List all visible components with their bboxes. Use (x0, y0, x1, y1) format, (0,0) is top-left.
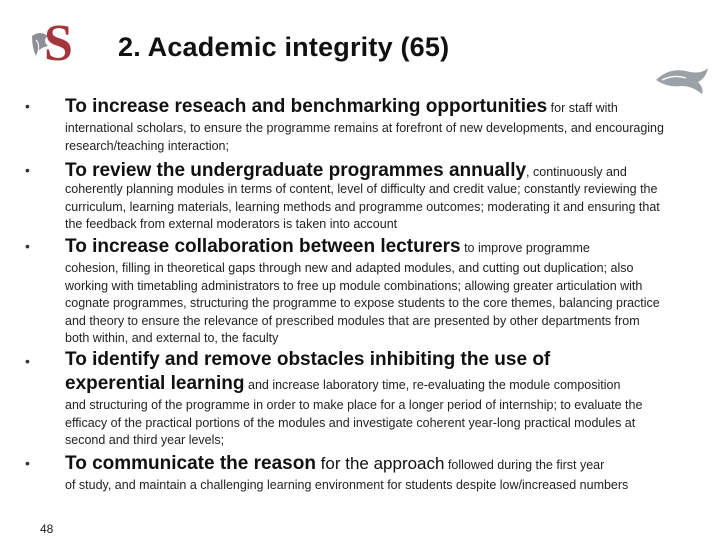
slide-title: 2. Academic integrity (65) (118, 32, 450, 62)
item-body: cohesion, filling in theoretical gaps through new and adapted modules, and cutting out duplication; also working with timetabling administrators to free up module combinations; allowing greater articulation with cognate programmes, structuring the programme to expose students to the core themes, balancing practice and theory to ensure the relevance of prescribed modules that are presented by other departments from both within, and external to, the faculty (65, 261, 660, 346)
item-heading-line (65, 236, 590, 258)
item-tail: and increase laboratory time, re-evaluating the module composition (244, 378, 621, 392)
item-heading-mid: for the approach (315, 454, 445, 473)
item-heading: To increase reseach and benchmarking opportunities (65, 96, 548, 117)
item-heading-line (65, 96, 618, 118)
bullet: • (25, 98, 30, 114)
bullet: • (25, 238, 30, 254)
bullet: • (25, 162, 30, 178)
university-logo (28, 10, 82, 72)
item-heading-line-1 (65, 349, 550, 371)
item-body: coherently planning modules in terms of content, level of difficulty and credit value; constantly reviewing the curriculum, learning materials, learning methods and programme outcomes; moderating it and ensuring that the feedback from external moderators is taken into account (65, 182, 660, 232)
brand-mark-icon (652, 62, 712, 98)
item-heading-line-2 (65, 373, 620, 395)
item-heading: To increase collaboration between lecturers (65, 236, 461, 257)
page-number: 48 (40, 522, 54, 536)
bullet: • (25, 455, 30, 471)
item-heading: To review the undergraduate programmes annually (65, 160, 527, 181)
item-tail: to improve programme (460, 241, 590, 255)
bullet: • (25, 353, 30, 369)
item-body: and structuring of the programme in order to make place for a longer period of internship; to evaluate the efficacy of the practical portions of the modules and investigate coherent year-long practical modules at second and third year levels; (65, 398, 643, 448)
item-heading: To identify and remove obstacles inhibiting the use of (65, 349, 551, 370)
item-body: international scholars, to ensure the programme remains at forefront of new developments, and encouraging research/teaching interaction; (65, 121, 664, 153)
item-tail: followed during the first year (444, 458, 605, 472)
item-tail: , continuously and (526, 165, 627, 179)
item-tail: for staff with (547, 101, 618, 115)
item-body: of study, and maintain a challenging learning environment for students despite low/increased numbers (65, 478, 629, 492)
item-heading: To communicate the reason (65, 453, 316, 474)
logo-letter: S (44, 15, 73, 72)
item-heading-line (65, 160, 627, 182)
item-heading: experential learning (65, 373, 245, 394)
item-heading-line (65, 453, 604, 475)
